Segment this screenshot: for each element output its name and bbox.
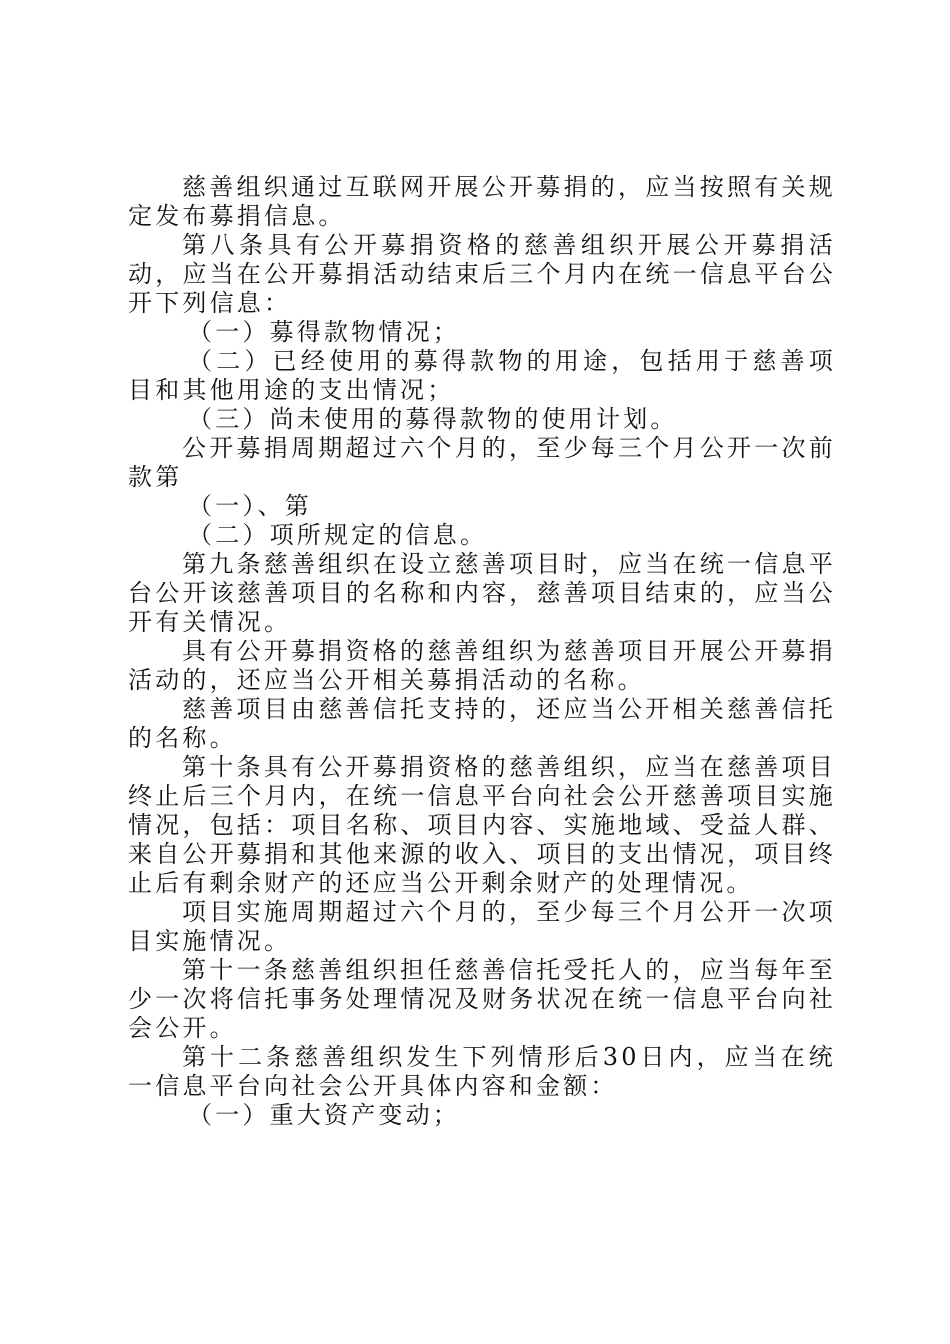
paragraph-project-six-month: 项目实施周期超过六个月的，至少每三个月公开一次项目实施情况。 [128, 898, 836, 955]
paragraph-article-12: 第十二条慈善组织发生下列情形后30日内，应当在统一信息平台向社会公开具体内容和金额： [128, 1043, 836, 1100]
list-item-fragment-1: （一）、第 [188, 492, 312, 520]
list-item-major-asset-change: （一）重大资产变动； [188, 1101, 460, 1129]
paragraph-article-10: 第十条具有公开募捐资格的慈善组织，应当在慈善项目终止后三个月内，在统一信息平台向社会公开慈善项目实施情况，包括：项目名称、项目内容、实施地域、受益人群、来自公开募捐和其他来源的收入、项目的支出情况，项目终止后有剩余财产的还应当公开剩余财产的处理情况。 [128, 753, 836, 897]
paragraph-online-fundraising-info: 慈善组织通过互联网开展公开募捐的，应当按照有关规定发布募捐信息。 [128, 173, 836, 230]
list-item-donations-received: （一）募得款物情况； [188, 318, 460, 346]
paragraph-six-month-period: 公开募捐周期超过六个月的，至少每三个月公开一次前款第 [128, 434, 836, 491]
list-item-fragment-2: （二）项所规定的信息。 [188, 521, 488, 549]
paragraph-article-8: 第八条具有公开募捐资格的慈善组织开展公开募捐活动，应当在公开募捐活动结束后三个月内在统一信息平台公开下列信息： [128, 231, 836, 317]
paragraph-article-9: 第九条慈善组织在设立慈善项目时，应当在统一信息平台公开该慈善项目的名称和内容，慈善项目结束的，应当公开有关情况。 [128, 550, 836, 636]
paragraph-charitable-trust-support: 慈善项目由慈善信托支持的，还应当公开相关慈善信托的名称。 [128, 695, 836, 752]
paragraph-project-fundraising: 具有公开募捐资格的慈善组织为慈善项目开展公开募捐活动的，还应当公开相关募捐活动的名称。 [128, 637, 836, 694]
paragraph-article-11: 第十一条慈善组织担任慈善信托受托人的，应当每年至少一次将信托事务处理情况及财务状况在统一信息平台向社会公开。 [128, 956, 836, 1042]
list-item-donations-unused: （三）尚未使用的募得款物的使用计划。 [188, 405, 678, 433]
list-item-donations-used: （二）已经使用的募得款物的用途，包括用于慈善项目和其他用途的支出情况； [128, 347, 836, 404]
document-page [128, 173, 836, 1130]
